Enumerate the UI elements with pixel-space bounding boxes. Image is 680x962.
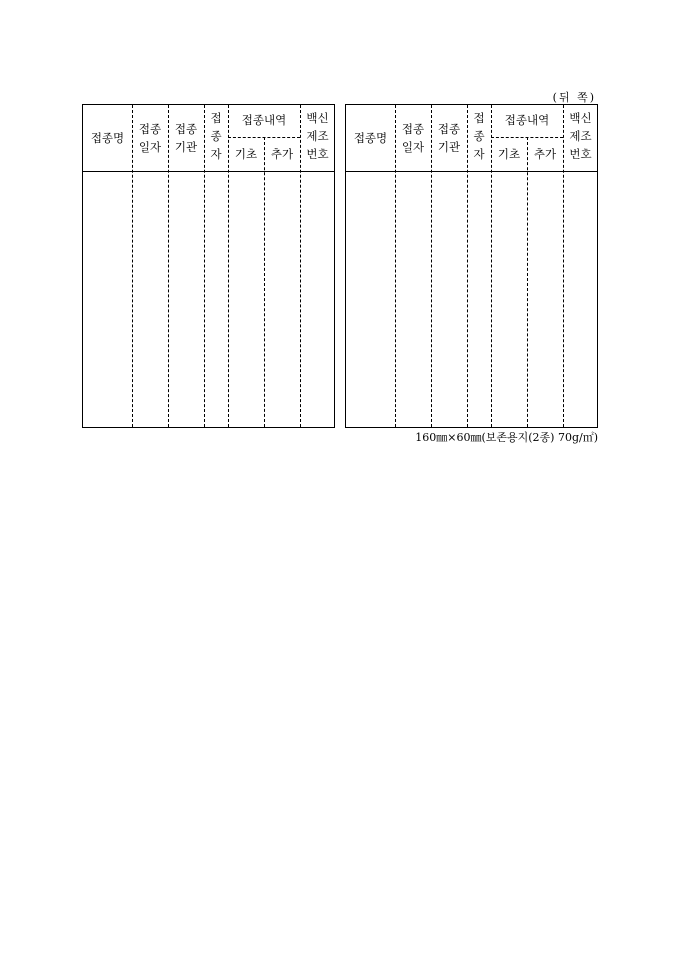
vaccination-record-table-left: [82, 104, 335, 428]
header-vaccinator: 접 종 자: [210, 111, 222, 161]
header-additional: 추가: [533, 147, 557, 161]
header-vaccinator: 접 종 자: [473, 111, 485, 161]
header-vaccination-date: 접종 일자: [138, 122, 162, 154]
side-label: (뒤 쪽): [552, 91, 596, 104]
header-institution: 접종 기관: [174, 122, 198, 154]
vaccination-record-table-right: [345, 104, 598, 428]
footer-note: 160㎜×60㎜(보존용지(2종) 70g/㎡): [415, 431, 598, 444]
header-institution: 접종 기관: [437, 122, 461, 154]
header-lot-number: 백신 제조 번호: [306, 111, 329, 161]
header-details: 접종내역: [241, 113, 287, 127]
header-vaccination-date: 접종 일자: [401, 122, 425, 154]
header-lot-number: 백신 제조 번호: [569, 111, 592, 161]
header-vaccine-name: 접종명: [353, 131, 388, 145]
header-basic: 기초: [234, 147, 258, 161]
header-details: 접종내역: [504, 113, 550, 127]
header-additional: 추가: [270, 147, 294, 161]
header-vaccine-name: 접종명: [90, 131, 125, 145]
header-basic: 기초: [497, 147, 521, 161]
